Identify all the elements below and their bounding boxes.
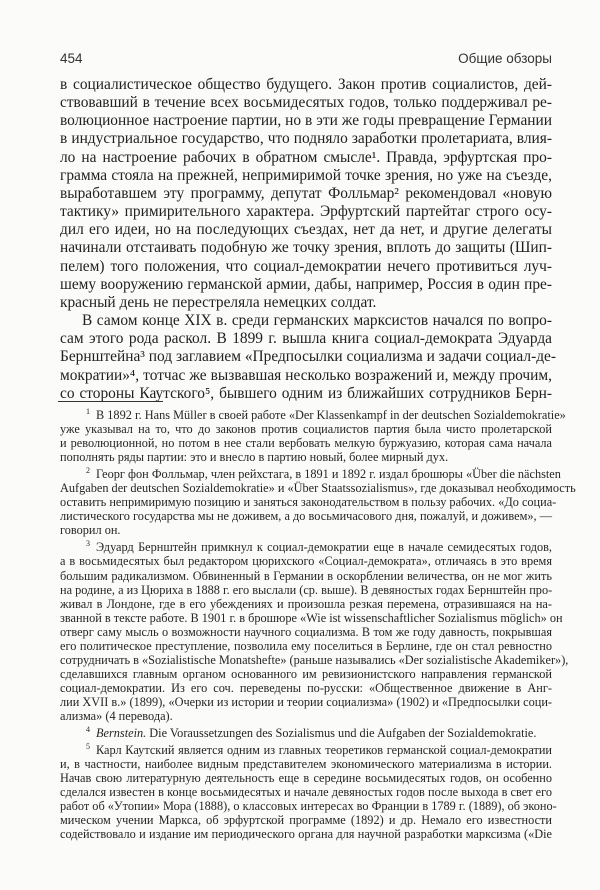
footnote-text: Die Voraussetzungen des Sozialismus und die Aufgaben der Sozialdemokratie. <box>149 726 537 741</box>
footnote-line: сделавшихся главным органом основанного им ревизионистского направления германской <box>60 666 552 681</box>
text-line: тактику» примирительного характера. Эрфуртский партейтаг строго осу- <box>60 203 552 221</box>
running-title: Общие обзоры <box>458 51 552 66</box>
footnote-line: лии XVII в.» (1899), «Очерки из истории и теории социализма» (1902) и «Предпосылки соци- <box>60 694 552 709</box>
footnote-line: работ об «Утопии» Мора (1888), о классовых интересах во Франции в 1789 г. (1889), об эконо- <box>60 799 557 814</box>
footnote-line: большим радикализмом. Обвиненный в Германии в оскорблении величества, он не мог жить <box>60 568 552 583</box>
footnote-line: а в восьмидесятых был редактором цюрихского «Социал-демократа», отличаясь в это время <box>60 554 552 569</box>
footnote-4 <box>60 723 552 740</box>
text-line: в социалистическое общество будущего. Закон против социалистов, дей- <box>60 76 552 93</box>
text-line: ло на настроение рабочих в обратном смысле¹. Правда, эрфуртская про- <box>60 148 552 166</box>
footnote-number: 5 <box>86 742 90 752</box>
footnote-line: живал в Лондоне, где в его убеждениях и произошла резкая перемена, отразившаяся на на- <box>60 596 552 611</box>
footnote-line <box>60 464 561 482</box>
footnote-text: Георг фон Фолльмар, член рейхстага, в 1891 и 1892 г. издал брошюры «Über die nächsten <box>96 467 561 482</box>
text-line: пелем) того положения, что социал-демократии нечего противиться луч- <box>60 257 552 275</box>
text-line: грамма стояла на прежней, непримиримой точке зрения, но уже на съезде, <box>60 166 552 184</box>
text-line: красный день не перестреляла немецких солдат. <box>60 293 377 311</box>
footnote-line: оставить непримиримую позицию и заняться законодательством в пользу рабочих. «До социа- <box>60 495 557 510</box>
footnote-line: сделался известен в конце восьмидесятых и начале девяностых годов после выхода в свет его <box>60 785 552 800</box>
footnote-line <box>60 723 552 740</box>
footnote-text: Карл Каутский является одним из главных теоретиков германской социал-демократии <box>96 743 552 758</box>
footnote-text: Эдуард Бернштейн примкнул к социал-демократии еще в начале семидесятых годов, <box>96 540 552 555</box>
paragraph <box>60 312 556 403</box>
footnote-line: Начав свою литературную деятельность еще в середине восьмидесятых годов, он особенно <box>60 771 552 786</box>
footnote-number: 4 <box>86 725 90 735</box>
paragraph <box>60 76 552 312</box>
text-line: дил его идеи, но на последующих съездах, нет да нет, и другие делегаты <box>60 221 552 239</box>
footnote-line: говорил он. <box>60 523 121 538</box>
text-line: сам этого рода раскол. В 1899 г. вышла книга социал-демократа Эдуарда <box>60 330 552 348</box>
text-line: мократии»⁴, тотчас же вызвавшая несколько возражений и, между прочим, <box>60 366 552 384</box>
footnote-line: званной в тексте работе. В 1901 г. в брошюре «Wie ist wissenschaftlicher Sozialismus möglich» он <box>60 610 563 625</box>
footnote-line: мическом учении Маркса, об эрфуртской программе (1892) и др. Немало его известности <box>60 813 552 828</box>
footnote-number: 1 <box>86 407 90 416</box>
footnote-line: его политическое преступление, позволила ему поселиться в Берлине, где он стал ревностно <box>60 638 552 653</box>
footnote-author: Bernstein. <box>96 726 147 741</box>
footnote-line: Aufgaben der deutschen Sozialdemokratie» и «Über Staatssozialismus», где доказывал необходимость <box>60 481 576 496</box>
text-line: ствовавший в течение всех восьмидесятых годов, только поддерживал ре- <box>60 94 552 112</box>
text-line: шему вооружению германской армии, дабы, например, Россия в один пре- <box>60 275 552 293</box>
footnote-1 <box>60 405 566 465</box>
footnote-line: отверг саму мысль о возможности научного социализма. В том же году давность, покрывшая <box>60 624 552 639</box>
footnote-number: 3 <box>86 539 90 549</box>
text-line: выработавшем эту программу, депутат Фолльмар² рекомендовал «новую <box>60 184 552 202</box>
footnote-separator <box>58 401 163 402</box>
text-line: начинали отстаивать подобную же точку зрения, вплоть до защиты (Шип- <box>60 239 552 257</box>
text-line: В самом конце XIX в. среди германских марксистов начался по вопро- <box>82 312 552 330</box>
page-number: 454 <box>60 51 83 66</box>
footnote-line: содействовало и издание им периодического органа для научной разработки марксизма («Die <box>60 827 552 842</box>
footnote-line <box>60 405 566 422</box>
footnote-line: социал-демократии. Из его соч. переведены по-русски: «Общественное движение в Анг- <box>60 680 552 695</box>
footnotes <box>60 405 576 842</box>
footnote-line: листического государства мы не доживем, а до восьмичасового дня, пожалуй, и доживем», — <box>60 509 552 524</box>
text-line: в индустриальное государство, что подняло заработки пролетариата, влия- <box>60 130 552 148</box>
footnote-3 <box>60 537 569 723</box>
footnote-line <box>60 537 552 554</box>
footnote-line: и, в частности, наиболее видным представителем экономического материализма в истории. <box>60 757 552 772</box>
footnote-line: и революционной, но потом в нее стали вербовать мелкую буржуазию, которая сама начала <box>60 436 552 451</box>
footnote-line: уже указывал на то, что до законов против социалистов партия была чисто пролетарской <box>60 422 552 437</box>
footnote-text: В 1892 г. Hans Müller в своей работе «Der Klassenkampf in der deutschen Sozialdemokratie» <box>96 408 566 422</box>
footnote-line <box>60 740 552 757</box>
running-header <box>60 51 552 69</box>
footnote-line: сотрудничать в «Sozialistische Monatshefte» (раньше назывались «Der sozialistische Akademiker»), <box>60 652 569 667</box>
footnote-line: пополнять ряды партии: это и внесло в партию новый, более мирный дух. <box>60 450 449 465</box>
footnote-number: 2 <box>86 466 90 476</box>
text-line: со стороны Каутского⁵, бывшего одним из ближайших сотрудников Берн- <box>60 384 552 402</box>
text-line: волюционное настроение партии, но в эти же годы превращение Германии <box>60 112 552 130</box>
footnote-2 <box>60 464 576 538</box>
footnote-line: на родине, а из Цюриха в 1888 г. его выслали (ср. выше). В девяностых годах Бернштейн про- <box>60 582 553 597</box>
footnote-line: ализма» (4 перевода). <box>60 708 173 723</box>
main-text <box>60 76 556 403</box>
text-line: Бернштейна³ под заглавием «Предпосылки социализма и задачи социал-де- <box>60 348 556 366</box>
footnote-5 <box>60 740 557 842</box>
